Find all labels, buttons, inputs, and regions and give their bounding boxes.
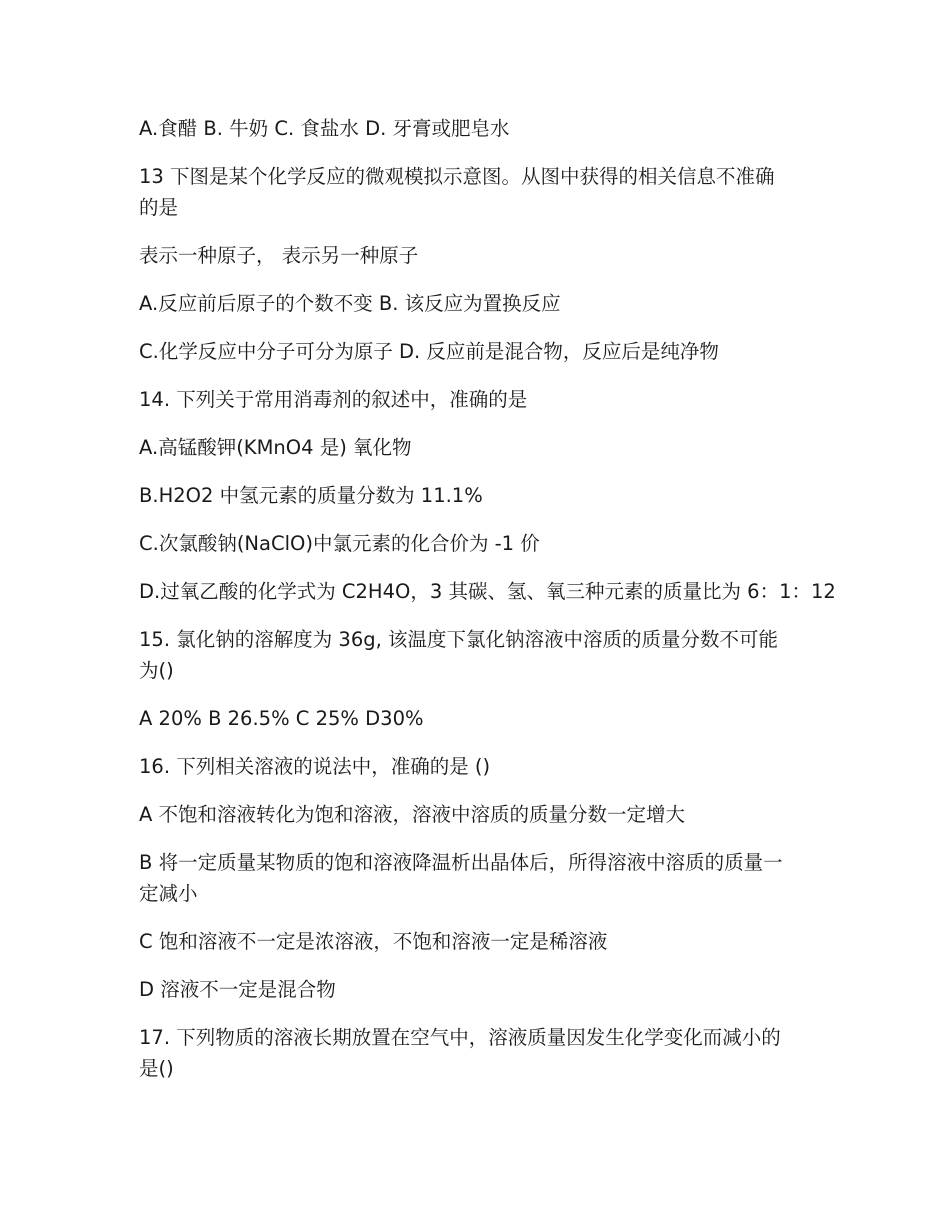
q14-option-a: A.高锰酸钾(KMnO4 是) 氧化物 xyxy=(139,436,412,459)
q14-option-c: C.次氯酸钠(NaClO)中氯元素的化合价为 -1 价 xyxy=(139,532,540,555)
q14-option-d: D.过氧乙酸的化学式为 C2H4O，3 其碳、氢、氧三种元素的质量比为 6：1：12 xyxy=(139,580,836,603)
q13-legend: 表示一种原子， 表示另一种原子 xyxy=(139,244,419,267)
q16-option-d: D 溶液不一定是混合物 xyxy=(139,978,336,1001)
q16-option-c: C 饱和溶液不一定是浓溶液，不饱和溶液一定是稀溶液 xyxy=(139,930,608,953)
document-body xyxy=(139,113,859,1101)
q12-options: A.食醋 B. 牛奶 C. 食盐水 D. 牙膏或肥皂水 xyxy=(139,117,510,140)
q16-option-a: A 不饱和溶液转化为饱和溶液，溶液中溶质的质量分数一定增大 xyxy=(139,803,686,826)
q16-option-b: B 将一定质量某物质的饱和溶液降温析出晶体后，所得溶液中溶质的质量一定减小 xyxy=(139,851,783,905)
q15-stem: 15. 氯化钠的溶解度为 36g, 该温度下氯化钠溶液中溶质的质量分数不可能为() xyxy=(139,628,778,682)
q15-options: A 20% B 26.5% C 25% D30% xyxy=(139,707,424,730)
q14-option-b: B.H2O2 中氢元素的质量分数为 11.1% xyxy=(139,484,483,507)
q14-stem: 14. 下列关于常用消毒剂的叙述中，准确的是 xyxy=(139,388,528,411)
q17-stem: 17. 下列物质的溶液长期放置在空气中，溶液质量因发生化学变化而减小的是() xyxy=(139,1026,781,1080)
q13-options-ab: A.反应前后原子的个数不变 B. 该反应为置换反应 xyxy=(139,292,561,315)
q13-options-cd: C.化学反应中分子可分为原子 D. 反应前是混合物，反应后是纯净物 xyxy=(139,340,719,363)
q13-stem: 13 下图是某个化学反应的微观模拟示意图。从图中获得的相关信息不准确的是 xyxy=(139,165,775,219)
q16-stem: 16. 下列相关溶液的说法中，准确的是 () xyxy=(139,755,491,778)
